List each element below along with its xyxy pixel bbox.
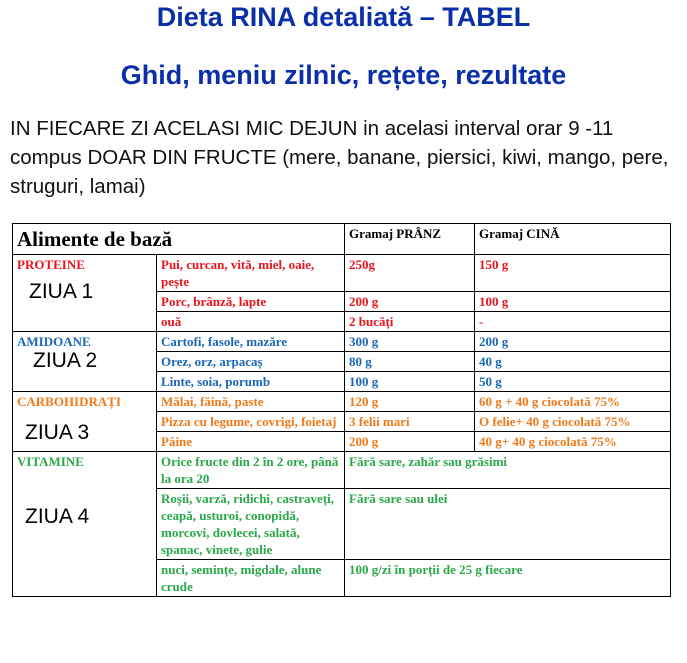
day2-lunch-1: 300 g <box>345 332 475 352</box>
day1-dinner-2: 100 g <box>475 292 671 312</box>
day3-food-2: Pizza cu legume, covrigi, foietaj <box>157 412 345 432</box>
day1-lunch-1: 250g <box>345 255 475 292</box>
day3-food-3: Pâine <box>157 432 345 452</box>
day4-cell <box>13 452 157 597</box>
day1-food-1: Pui, curcan, vită, miel, oaie, pește <box>157 255 345 292</box>
day4-food-3: nuci, semințe, migdale, alune crude <box>157 560 345 597</box>
day2-dinner-3: 50 g <box>475 372 671 392</box>
day3-dinner-1: 60 g + 40 g ciocolată 75% <box>475 392 671 412</box>
day4-note-2: Fără sare sau ulei <box>345 489 671 560</box>
day3-dinner-2: O felie+ 40 g ciocolată 75% <box>475 412 671 432</box>
day1-food-3: ouă <box>157 312 345 332</box>
day4-food-1: Orice fructe din 2 în 2 ore, până la ora 20 <box>157 452 345 489</box>
header-base-foods: Alimente de bază <box>13 224 345 255</box>
table-row <box>13 452 671 489</box>
day1-dinner-1: 150 g <box>475 255 671 292</box>
day2-dinner-1: 200 g <box>475 332 671 352</box>
day1-food-2: Porc, brânză, lapte <box>157 292 345 312</box>
day4-food-2: Roșii, varză, ridichi, castraveți, ceapă, usturoi, conopidă, morcovi, dovlecei, salată, spanac, vinete, gulie <box>157 489 345 560</box>
day2-lunch-3: 100 g <box>345 372 475 392</box>
day2-dinner-2: 40 g <box>475 352 671 372</box>
day2-food-2: Orez, orz, arpacaș <box>157 352 345 372</box>
day4-note-3: 100 g/zi în porții de 25 g fiecare <box>345 560 671 597</box>
day3-category: CARBOHIDRAȚI <box>17 394 122 409</box>
day3-lunch-1: 120 g <box>345 392 475 412</box>
header-lunch: Gramaj PRÂNZ <box>345 224 475 255</box>
table-header-row <box>13 224 671 255</box>
table-row <box>13 332 671 352</box>
day1-lunch-2: 200 g <box>345 292 475 312</box>
day4-category: VITAMINE <box>17 454 84 469</box>
day1-label: ZIUA 1 <box>29 280 94 303</box>
table-row <box>13 255 671 292</box>
day3-cell <box>13 392 157 452</box>
diet-table <box>12 223 671 597</box>
day1-category: PROTEINE <box>17 257 85 272</box>
day2-lunch-2: 80 g <box>345 352 475 372</box>
page-subtitle: Ghid, meniu zilnic, rețete, rezultate <box>120 60 567 90</box>
day3-label: ZIUA 3 <box>25 421 90 444</box>
intro-paragraph: IN FIECARE ZI ACELASI MIC DEJUN in acelasi interval orar 9 -11 compus DOAR DIN FRUCTE (mere, banane, piersici, kiwi, mango, pere, struguri, lamai) <box>10 117 669 198</box>
day1-lunch-3: 2 bucăți <box>345 312 475 332</box>
day1-cell <box>13 255 157 332</box>
day2-food-1: Cartofi, fasole, mazăre <box>157 332 345 352</box>
day4-label: ZIUA 4 <box>25 505 90 528</box>
page-title: Dieta RINA detaliată – TABEL <box>156 2 531 32</box>
day3-lunch-2: 3 felii mari <box>345 412 475 432</box>
table-row <box>13 392 671 412</box>
day3-food-1: Mălai, făină, paste <box>157 392 345 412</box>
day2-food-3: Linte, soia, porumb <box>157 372 345 392</box>
day3-lunch-3: 200 g <box>345 432 475 452</box>
day4-note-1: Fără sare, zahăr sau grăsimi <box>345 452 671 489</box>
day2-cell <box>13 332 157 392</box>
header-dinner: Gramaj CINĂ <box>475 224 671 255</box>
day2-label: ZIUA 2 <box>33 349 98 372</box>
day2-category: AMIDOANE <box>17 334 91 349</box>
day1-dinner-3: - <box>475 312 671 332</box>
day3-dinner-3: 40 g+ 40 g ciocolată 75% <box>475 432 671 452</box>
